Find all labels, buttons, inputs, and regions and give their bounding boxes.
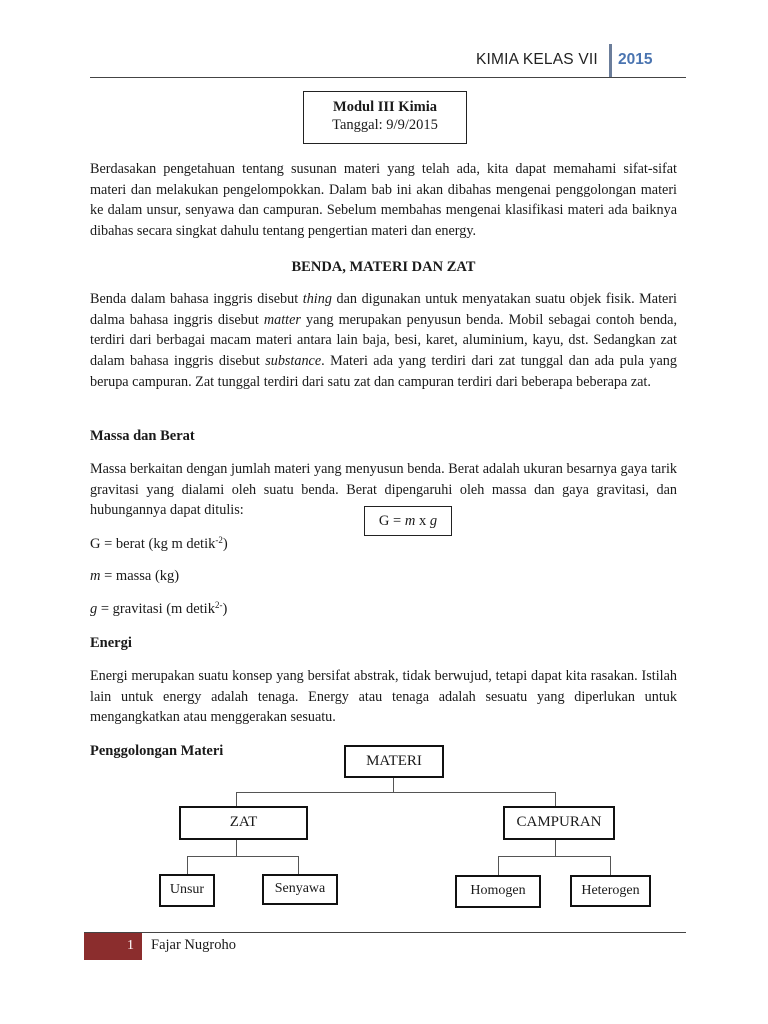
- node-materi: MATERI: [344, 745, 444, 778]
- energi-paragraph: Energi merupakan suatu konsep yang bersifat abstrak, tidak berwujud, tetapi dapat kita rasakan. Istilah lain untuk energy adalah tenaga. Energy atau tenaga adalah sesuatu yang diperlukan untuk mengangkatkan atau menggerakan sesuatu.: [90, 668, 677, 726]
- header-divider: [609, 44, 612, 77]
- node-unsur: Unsur: [159, 874, 215, 907]
- footer-rule: [84, 932, 686, 933]
- footer-page-number: 1: [84, 933, 142, 960]
- node-zat: ZAT: [179, 806, 308, 840]
- connector-root-branch: [236, 792, 555, 793]
- connector-root-stem: [393, 777, 394, 792]
- connector-zat-stem: [236, 839, 237, 856]
- section-heading-penggolongan: Penggolongan Materi: [90, 743, 224, 759]
- connector-to-unsur: [187, 856, 188, 875]
- header-course-title: KIMIA KELAS VII: [476, 51, 598, 68]
- definition-berat: G = berat (kg m detik$^{-2}$): [90, 535, 228, 552]
- section-heading-benda: BENDA, MATERI DAN ZAT: [291, 259, 476, 275]
- definition-gravitasi: g = gravitasi (m detik$^{2-}$): [90, 600, 228, 617]
- connector-to-heterogen: [610, 856, 611, 876]
- benda-paragraph: Benda dalam bahasa inggris disebut thing dan digunakan untuk menyatakan suatu objek fisik. Materi dalma bahasa inggris disebut matter yang merupakan penyusun benda. Mobil sebagai contoh benda, terdiri dari berbagai macam materi antara lain baja, besi, karet, aluminium, kayu, dst. Sedangkan zat dalam bahasa inggris disebut substance. Materi ada yang terdiri dari zat tunggal dan ada pula yang berupa campuran. Zat tunggal terdiri dari satu zat dan campuran terdiri dari beberapa beberapa zat.: [90, 291, 677, 390]
- connector-campuran-stem: [555, 839, 556, 856]
- node-campuran: CAMPURAN: [503, 806, 615, 840]
- module-date: Tanggal: 9/9/2015: [332, 117, 438, 133]
- connector-campuran-branch: [498, 856, 611, 857]
- connector-to-campuran: [555, 792, 556, 807]
- massa-paragraph: Massa berkaitan dengan jumlah materi yang menyusun benda. Berat adalah ukuran besarnya gaya tarik gravitasi yang dialami oleh suatu benda. Berat dipengaruhi oleh massa dan gaya gravitasi, dan hubungannya dapat ditulis:: [90, 461, 677, 519]
- node-homogen: Homogen: [455, 875, 541, 908]
- section-heading-energi: Energi: [90, 635, 132, 651]
- node-senyawa: Senyawa: [262, 874, 338, 905]
- definition-massa: m = massa (kg): [90, 568, 180, 584]
- module-title-box: [303, 91, 467, 144]
- connector-zat-branch: [187, 856, 299, 857]
- section-heading-massa: Massa dan Berat: [90, 428, 195, 444]
- intro-paragraph: Berdasakan pengetahuan tentang susunan materi yang telah ada, kita dapat memahami sifat-sifat materi dan melakukan pengelompokkan. Dalam bab ini akan dibahas mengenai penggolongan materi ke dalam unsur, senyawa dan campuran. Sebelum membahas mengenai klasifikasi materi ada baiknya dibahas secara singkat dahulu tentang pengertian materi dan energy.: [90, 161, 677, 240]
- header-rule: [90, 77, 686, 78]
- connector-to-zat: [236, 792, 237, 807]
- formula-box: G = m x g: [364, 506, 452, 536]
- connector-to-homogen: [498, 856, 499, 876]
- node-heterogen: Heterogen: [570, 875, 651, 907]
- header-year: 2015: [618, 51, 653, 68]
- module-title: Modul III Kimia: [333, 99, 437, 115]
- footer-author: Fajar Nugroho: [151, 937, 236, 953]
- connector-to-senyawa: [298, 856, 299, 875]
